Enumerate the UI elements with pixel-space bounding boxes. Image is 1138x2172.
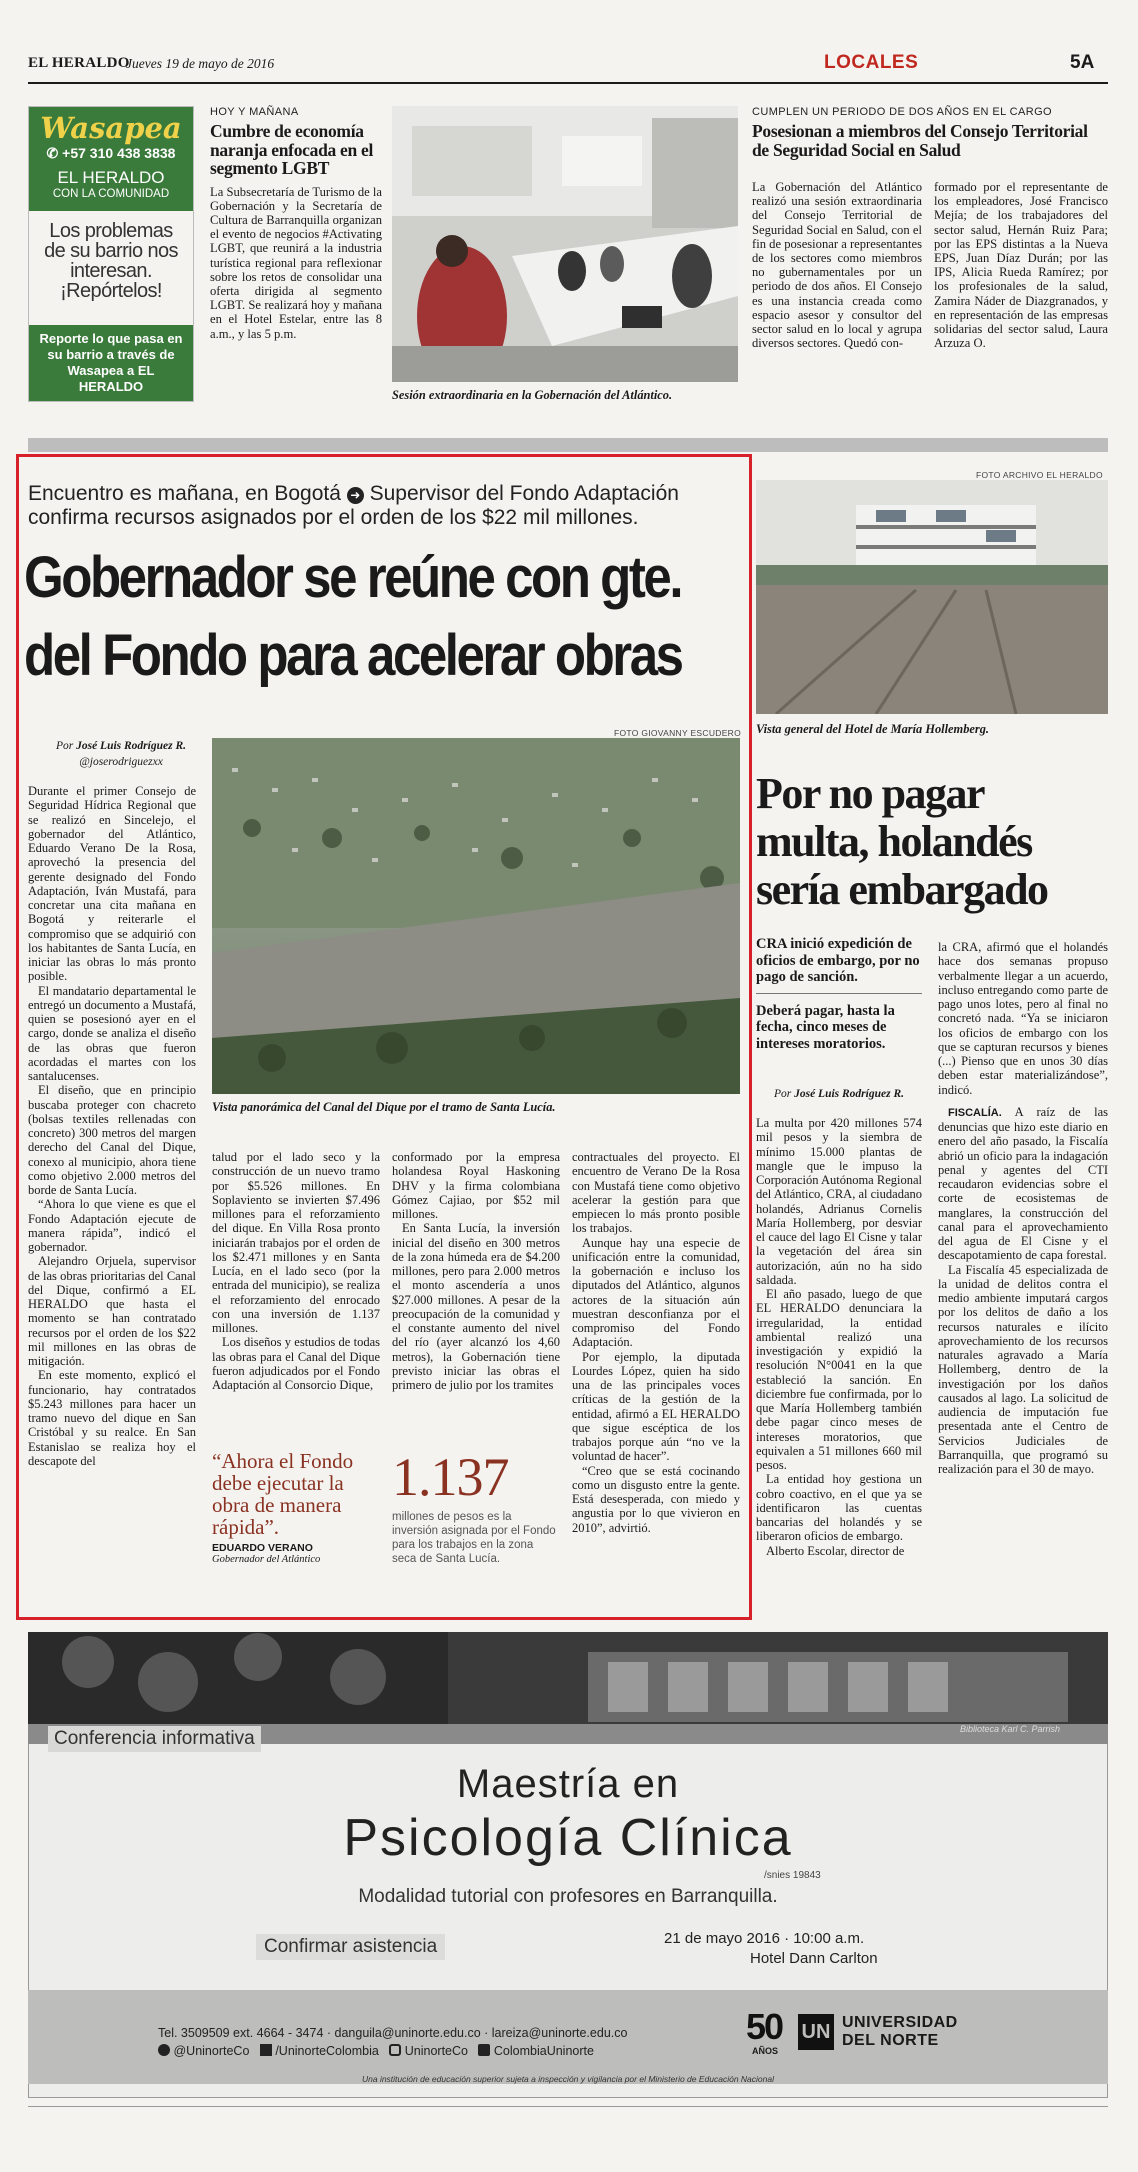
twitter-icon <box>158 2044 170 2056</box>
brief-lgbt-headline: Cumbre de economía naranja enfocada en el segmento LGBT <box>210 121 374 178</box>
main-col3-p2: En Santa Lucía, la inversión inicial del diseño en 300 metros de la zona húmeda era de $4.200 millones, pero para 2.000 metros el monto ascendería a unos $27.000 millones. A pesar de la preocupación de la comunidad y el constante aumento del nivel del río (ayer alcanzó los 4,60 metros), la Gobernación tiene previsto iniciar las obras el primero de julio por los tramites <box>392 1221 560 1392</box>
side-col1 <box>756 1116 922 1558</box>
side-byline-name: José Luis Rodríguez R. <box>794 1088 905 1100</box>
ad-social-1: @UninorteCo <box>173 2044 250 2058</box>
main-col2-p2: Los diseños y estudios de todas las obras para el Canal del Dique fueron adjudicados por el Fondo Adaptación al Consorcio Dique, <box>212 1335 380 1392</box>
ad-subtitle: Modalidad tutorial con profesores en Barranquilla. <box>358 1886 778 1907</box>
side-summary-2: Deberá pagar, hasta la fecha, cinco meses de intereses moratorios. <box>756 1002 895 1052</box>
promo-header <box>29 107 193 211</box>
main-col4-p2: Aunque hay una especie de unificación entre la comunidad, la gobernación e incluso los diputados del Atlántico, algunos actores de la situación aún muestran desconfianza por el compromiso del Fondo Adaptación. <box>572 1235 740 1350</box>
ad-social-2: /UninorteColombia <box>275 2044 379 2058</box>
main-headline-1: Gobernador se reúne con gte. <box>24 545 682 610</box>
promo-phone <box>29 145 193 162</box>
arrow-circle-icon: ➜ <box>347 487 364 504</box>
main-col1-p4: “Ahora lo que viene es que el Fondo Adaptación ejecute de manera rápida”, indicó el gobernador. <box>28 1197 196 1254</box>
promo-slogan: Los problemas de su barrio nos interesan. ¡Repórtelos! <box>44 220 178 302</box>
issue-date: Jueves 19 de mayo de 2016 <box>126 56 275 71</box>
ad-social-3: UninorteCo <box>404 2044 468 2058</box>
main-col3 <box>392 1150 560 1392</box>
instagram-icon <box>389 2044 401 2056</box>
main-byline-name: José Luis Rodríguez R. <box>76 740 187 752</box>
main-byline-prefix: Por <box>55 740 74 752</box>
side-headline: Por no pagar multa, holandés sería embargado <box>756 769 1048 914</box>
session-photo <box>392 106 738 382</box>
ad-footer-band <box>28 1990 1108 2084</box>
side-col1-p2: El año pasado, luego de que EL HERALDO denunciara la irregularidad, la entidad ambiental realizó una investigación y expidió la resolución N°0041 en la que estableció la sanción. En diciembre fue confirmada, por lo que María Hollemberg también debe pagar cinco meses de intereses moratorios, que equivalen a 51 millones 660 mil pesos. <box>756 1287 922 1472</box>
page-bottom-rule <box>28 2106 1108 2107</box>
hotel-photo <box>756 480 1108 714</box>
main-col1-p1: Durante el primer Consejo de Seguridad Hídrica Regional que se realizó en Sincelejo, el gobernador del Atlántico, Eduardo Verano De la Rosa, aprovechó la presencia del gerente designado del Fondo Adaptación, Iván Mustafá, para concretar una cita mañana en Bogotá y reiterarle el compromiso que se adquirió con los habitantes de Santa Lucía, en iniciar las obras lo más pronto posible. <box>28 784 196 984</box>
hotel-photo-caption: Vista general del Hotel de María Hollemberg. <box>756 722 990 736</box>
brief-consejo-col2: formado por el representante de los empleadores, José Francisco Mejía; de los trabajadores del sector salud, Hernán Ruiz Para; por las EPS distintas a la Nueva EPS, Juan Díaz Durán; por las IPS, Alicia Rueda Ramírez; por los profesionales de la salud, Zamira Náder de Diazgranados, y en representación de las empresas solidarias del sector salud, Laura Arzuza O. <box>934 180 1108 351</box>
side-col2-p2: A raíz de las denuncias que hizo este diario en enero del año pasado, la Fiscalía abrió un oficio para la indagación penal y agentes del CTI recaudaron evidencias sobre el corte de ecosistemas de manglares, la construcción del canal para el aprovechamiento del agua de El Cisne y el descapotamiento de capa forestal. <box>938 1104 1108 1263</box>
wasapea-promo <box>28 106 194 402</box>
main-photo-credit: FOTO GIOVANNY ESCUDERO <box>614 728 742 738</box>
main-byline-handle: @joserodriguezxx <box>79 756 163 768</box>
session-photo-caption: Sesión extraordinaria en la Gobernación del Atlántico. <box>392 388 673 402</box>
side-col1-p3: La entidad hoy gestiona un cobro coactivo, en el que ya se identificaron las cuentas bancarias del holandés y se liberaron oficios de embargo. <box>756 1472 922 1544</box>
main-col4-p3: Por ejemplo, la diputada Lourdes López, quien ha sido una de las principales voces críticas de la gestión de la entidad, afirmó a EL HERALDO que sigue escéptica de los trabajos porque aún “no ve la voluntad de hacer”. <box>572 1349 740 1464</box>
uninorte-logo <box>746 2008 1016 2068</box>
brief-consejo-headline: Posesionan a miembros del Consejo Territorial de Seguridad Social en Salud <box>752 121 1088 160</box>
pull-quote-role: Gobernador del Atlántico <box>212 1554 321 1565</box>
pull-quote-author: EDUARDO VERANO <box>212 1542 313 1554</box>
section-divider <box>28 438 1108 452</box>
canal-photo-image <box>212 738 740 1094</box>
ad-cta-button[interactable]: Confirmar asistencia <box>256 1934 445 1960</box>
main-byline <box>36 740 206 768</box>
main-col2 <box>212 1150 380 1392</box>
page-number: 5A <box>1070 52 1095 73</box>
session-photo-image <box>392 106 738 382</box>
ad-date: 21 de mayo 2016 · 10:00 a.m. <box>664 1930 865 1947</box>
ad-photo-credit: Biblioteca Karl C. Parrish <box>960 1724 1061 1734</box>
pull-quote-text: “Ahora el Fondo debe ejecutar la obra de manera rápida”. <box>212 1449 354 1539</box>
facebook-icon <box>260 2044 272 2056</box>
main-col1-p6: En este momento, explicó el funcionario, hay contratados $5.243 millones para hacer un tramo nuevo del dique en San Cristóbal y su realce. En San Estanislao se realiza hoy el descapote del <box>28 1368 196 1468</box>
brief-consejo-col1: La Gobernación del Atlántico realizó una sesión extraordinaria del Consejo Territorial de Seguridad Social en Salud, con el fin de posesionar a representantes de los sectores como miembros no gubernamentales por un periodo de dos años. El Consejo es una instancia creada como espacio asesor y consultor del sector salud en lo local y agrupa diversos sectores. Quedó con- <box>752 180 922 351</box>
side-byline-prefix: Por <box>773 1088 792 1100</box>
main-deck-a: Encuentro es mañana, en Bogotá <box>28 482 341 505</box>
fiscalia-label: FISCALÍA. <box>948 1106 1002 1119</box>
hotel-photo-image <box>756 480 1108 714</box>
ad-legal: Una institución de educación superior sujeta a inspección y vigilancia por el Ministerio de Educación Nacional <box>361 2074 774 2084</box>
ad-snies: /snies 19843 <box>764 1870 821 1881</box>
pull-quote <box>212 1450 380 1565</box>
main-col2-p1: talud por el lado seco y la construcción de un nuevo tramo por $5.526 millones. En Soplaviento se invierten $7.496 millones para el reforzamiento del dique. En Villa Rosa pronto iniciarán trabajos por el orden de los $2.471 millones y en Santa Lucía, en el lado seco (por la entrada del municipio), se realiza el reforzamiento del enrocado con una inversión de 1.137 millones. <box>212 1150 380 1335</box>
ad-social <box>158 2044 594 2058</box>
side-summary-1: CRA inició expedición de oficios de embargo, por no pago de sanción. <box>756 936 922 994</box>
promo-phone-number: +57 310 438 3838 <box>62 145 176 161</box>
ad-contact: Tel. 3509509 ext. 4664 - 3474 · danguila@uninorte.edu.co · lareiza@uninorte.edu.co <box>158 2026 628 2040</box>
side-summary <box>756 936 922 1052</box>
main-headline-2: del Fondo para acelerar obras <box>24 623 682 688</box>
main-col3-p1: conformado por la empresa holandesa Royal Haskoning DHV y la firma colombiana Gómez Cajiao, por $52 mil millones. <box>392 1150 560 1221</box>
side-col2-p3: La Fiscalía 45 especializada de la unidad de delitos contra el medio ambiente imputará cargos por los delitos de daño a los recursos naturales e ilícito aprovechamiento de los recursos naturales agravado a María Hollemberg, dentro de la investigación por los daños causados al lago. La solicitud de audiencia de imputación fue presentada ante el Centro de Servicios Judiciales de Barranquilla, que programó su realización para el 30 de mayo. <box>938 1262 1108 1476</box>
youtube-icon <box>478 2044 490 2056</box>
logo-years: 50 <box>746 2006 783 2047</box>
brief-lgbt <box>210 106 382 406</box>
logo-mark: UN <box>798 2014 834 2050</box>
masthead-rule <box>28 82 1108 84</box>
main-col1-p3: El diseño, que en principio buscaba proteger con chacreto (bolsas textiles rellenadas con concreto) 300 metros del margen derecho del Canal del Dique, conexo al municipio, ahora tiene como objetivo 2.000 metros del borde de Santa Lucía. <box>28 1083 196 1197</box>
side-col2 <box>938 940 1108 1476</box>
ad-tag: Conferencia informativa <box>48 1726 261 1752</box>
main-col4-p4: “Creo que se está cocinando como un disgusto entre la gente. Está desesperada, con miedo y angustia por lo que vivieron en 2010”, advirtió. <box>572 1463 740 1535</box>
canal-photo <box>212 738 740 1094</box>
side-photo-credit: FOTO ARCHIVO EL HERALDO <box>976 470 1103 480</box>
main-col1 <box>28 784 196 1468</box>
ad-social-4: ColombiaUninorte <box>493 2044 594 2058</box>
section-name: LOCALES <box>824 52 919 73</box>
main-col1-p2: El mandatario departamental le entregó un documento a Mustafá, quien se posesionó ayer en el cargo, donde se analiza el diseño de las obras que fueron acordadas el martes con los santalucenses. <box>28 983 196 1083</box>
promo-org-2: CON LA COMUNIDAD <box>52 188 170 200</box>
canal-photo-caption: Vista panorámica del Canal del Dique por el tramo de Santa Lucía. <box>212 1100 556 1114</box>
paper-name: EL HERALDO <box>28 55 130 71</box>
promo-org-1: EL HERALDO <box>57 168 165 187</box>
ad-venue: Hotel Dann Carlton <box>750 1950 878 1967</box>
main-deck-b: Supervisor del Fondo Adaptación confirma recursos asignados por el orden de los $22 mil millones. <box>28 482 679 529</box>
main-col4-p1: contractuales del proyecto. El encuentro de Verano De la Rosa con Mustafá tiene como objetivo acelerar la gestión para que empiecen lo más pronto posible los trabajos. <box>572 1150 740 1236</box>
logo-uni-2: DEL NORTE <box>842 2032 939 2049</box>
brief-lgbt-body: La Subsecretaría de Turismo de la Gobernación y la Secretaría de Cultura de Barranquilla organizan el evento de negocios #Activating LGBT, que reunirá a la industria turística regional para reflexionar sobre los retos de consolidar una oferta dirigida al segmento LGBT. Se realizará hoy y mañana en el Hotel Estelar, entre las 8 a.m., y las 5 p.m. <box>210 184 382 341</box>
stat-number: 1.137 <box>392 1447 509 1507</box>
side-byline <box>756 1088 922 1100</box>
main-deck <box>28 482 738 530</box>
stat-text: millones de pesos es la inversión asignada por el Fondo para los trabajos en la zona seca de Santa Lucía. <box>392 1511 556 1565</box>
side-col1-p4: Alberto Escolar, director de <box>766 1543 905 1558</box>
logo-uni-1: UNIVERSIDAD <box>842 2014 958 2031</box>
brief-consejo-kicker: CUMPLEN UN PERIODO DE DOS AÑOS EN EL CARGO <box>752 106 1053 118</box>
logo-years-label: AÑOS <box>752 2046 779 2056</box>
side-col1-p1: La multa por 420 millones 574 mil pesos y la siembra de mínimo 15.000 plantas de mangle que le impuso la Corporación Autónoma Regional del Atlántico, CRA, al ciudadano holandés, Adrianus Cornelis María Hollemberg, por desviar el cauce del lago El Cisne y talar la vegetación del área sin autorización, aún no ha sido saldada. <box>756 1116 922 1287</box>
promo-footer: Reporte lo que pasa en su barrio a través de Wasapea a EL HERALDO <box>29 325 193 401</box>
whatsapp-icon: ✆ <box>46 145 63 161</box>
promo-brand: Wasapea <box>40 111 182 145</box>
main-col1-p5: Alejandro Orjuela, supervisor de las obras prioritarias del Canal del Dique, confirmó a EL HERALDO que hasta el momento se han contratado recursos por el orden de los $22 mil millones en las obras de mitigación. <box>28 1254 196 1368</box>
main-col4 <box>572 1150 740 1535</box>
side-col2-p1: la CRA, afirmó que el holandés hace dos semanas propuso verbalmente llegar a un acuerdo, incluso entregando como parte de pago unos lotes, pero al final no concretó nada. “Ya se iniciaron los oficios de embargo con los que se capturan recursos y bienes (...) Pienso que en unos 30 días deben estar materializándose”, indicó. <box>938 940 1108 1097</box>
brief-lgbt-kicker: HOY Y MAÑANA <box>210 106 299 118</box>
masthead <box>28 50 1108 78</box>
ad-title-2: Psicología Clínica <box>343 1809 793 1867</box>
ad-title-1: Maestría en <box>456 1762 680 1806</box>
brief-consejo <box>752 106 1108 406</box>
stat-box <box>392 1447 560 1566</box>
